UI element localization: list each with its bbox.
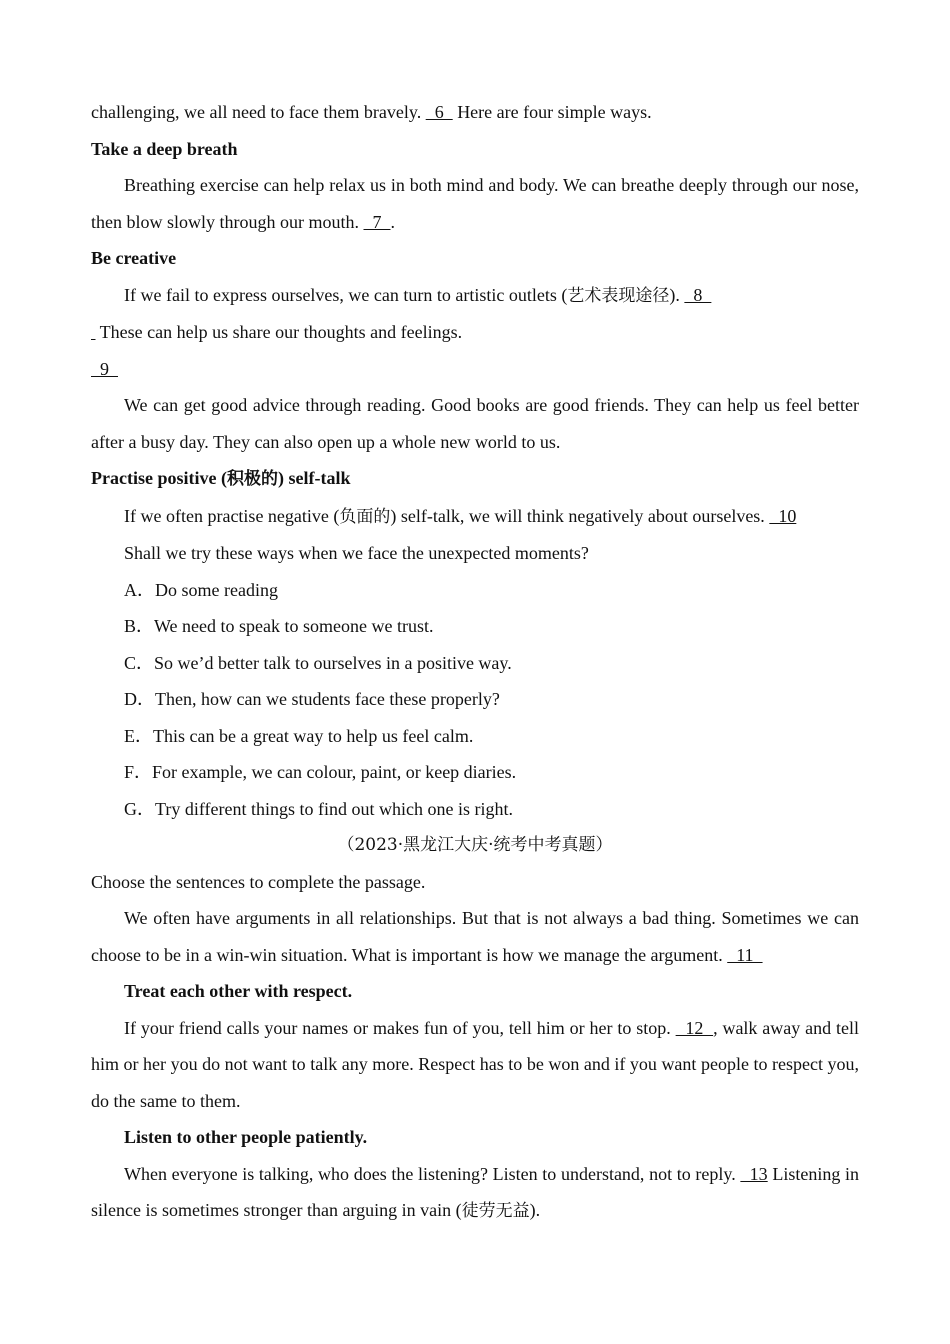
paragraph-creative: If we fail to express ourselves, we can turn to artistic outlets (艺术表现途径). 8	[124, 284, 712, 306]
option-b[interactable]: B．We need to speak to someone we trust.	[124, 616, 434, 636]
heading-respect: Treat each other with respect.	[124, 981, 353, 1001]
blank-7[interactable]: 7	[363, 211, 391, 232]
paragraph-arguments: We often have arguments in all relationships. But that is not always a bad thing. Sometimes we can choose to be in a win-win situation. What is important is how we manage the argument. 11	[91, 908, 859, 965]
options-list	[91, 572, 859, 828]
blank-11[interactable]: 11	[727, 944, 763, 965]
paragraph-breathing: Breathing exercise can help relax us in both mind and body. We can breathe deeply through our nose, then blow slowly through our mouth. 7 .	[91, 175, 859, 232]
document-page	[91, 94, 859, 1230]
blank-9[interactable]: 9	[91, 358, 118, 379]
blank-13[interactable]: 13	[740, 1163, 768, 1184]
blank-12[interactable]: 12	[675, 1017, 714, 1038]
blank-9-line	[91, 351, 859, 388]
paragraph-self-talk: If we often practise negative (负面的) self-talk, we will think negatively about ourselves. 10	[124, 505, 797, 527]
blank-6[interactable]: 6	[425, 102, 453, 122]
option-g[interactable]: G．Try different things to find out which one is right.	[124, 798, 513, 819]
heading-listen: Listen to other people patiently.	[124, 1127, 368, 1147]
option-c[interactable]: C．So we’d better talk to ourselves in a positive way.	[124, 652, 512, 673]
blank-8[interactable]: 8	[684, 284, 712, 305]
heading-be-creative: Be creative	[91, 248, 177, 268]
option-f[interactable]: F．For example, we can colour, paint, or keep diaries.	[124, 762, 517, 782]
heading-take-a-deep-breath: Take a deep breath	[91, 138, 238, 159]
passage1-line1: challenging, we all need to face them bravely. 6 Here are four simple ways.	[91, 102, 652, 122]
option-d[interactable]: D．Then, how can we students face these properly?	[124, 689, 500, 709]
option-a[interactable]: A．Do some reading	[124, 579, 278, 600]
option-e[interactable]: E．This can be a great way to help us feel calm.	[124, 725, 474, 746]
paragraph-respect: If your friend calls your names or makes fun of you, tell him or her to stop. 12 , walk away and tell him or her you do not want to talk any more. Respect has to be won and if you want people to respect you, do the same to them.	[91, 1017, 859, 1111]
paragraph-question: Shall we try these ways when we face the unexpected moments?	[124, 543, 589, 563]
paragraph-listen: When everyone is talking, who does the listening? Listen to understand, not to reply. 13 Listening in silence is sometimes stronger than arguing in vain (徒劳无益).	[91, 1163, 859, 1221]
blank-10[interactable]: 10	[769, 505, 797, 526]
paragraph-creative-line2: These can help us share our thoughts and feelings.	[95, 322, 463, 342]
heading-positive-self-talk: Practise positive (积极的) self-talk	[91, 468, 351, 489]
source-citation: （2023·黑龙江大庆·统考中考真题）	[337, 835, 613, 855]
instruction: Choose the sentences to complete the passage.	[91, 871, 426, 892]
paragraph-reading: We can get good advice through reading. Good books are good friends. They can help us feel better after a busy day. They can also open up a whole new world to us.	[91, 395, 859, 452]
